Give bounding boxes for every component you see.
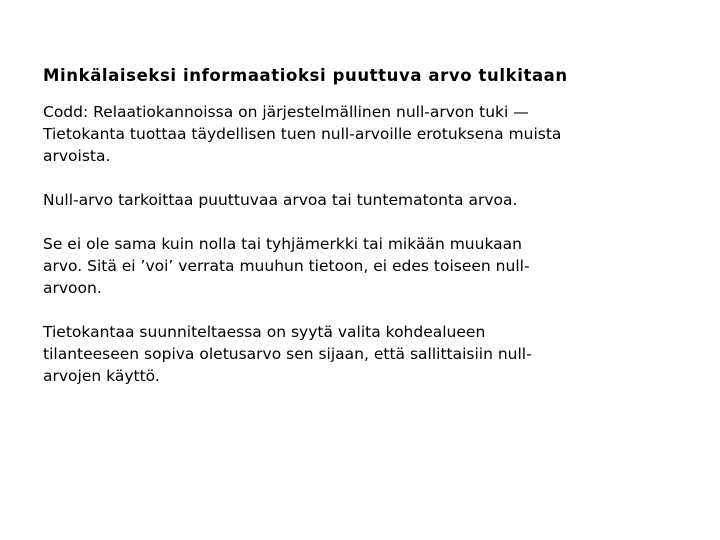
paragraph-line: Tietokantaa suunniteltaessa on syytä valita kohdealueen <box>43 323 486 341</box>
paragraph-line: arvoista. <box>43 147 111 165</box>
paragraph-line: arvoon. <box>43 279 102 297</box>
paragraph-null-definition <box>43 189 683 211</box>
paragraph-codd <box>43 101 683 167</box>
paragraph-line: Null-arvo tarkoittaa puuttuvaa arvoa tai tuntematonta arvoa. <box>43 191 518 209</box>
slide-content <box>43 64 683 409</box>
paragraph-line: tilanteeseen sopiva oletusarvo sen sijaan, että sallittaisiin null- <box>43 345 532 363</box>
slide-title: Minkälaiseksi informaatioksi puuttuva arvo tulkitaan <box>43 66 568 85</box>
paragraph-line: Codd: Relaatiokannoissa on järjestelmällinen null-arvon tuki — <box>43 103 529 121</box>
paragraph-default-value <box>43 321 683 387</box>
paragraph-line: arvo. Sitä ei ’voi’ verrata muuhun tietoon, ei edes toiseen null- <box>43 257 530 275</box>
paragraph-line: Se ei ole sama kuin nolla tai tyhjämerkki tai mikään muukaan <box>43 235 522 253</box>
paragraph-null-comparison <box>43 233 683 299</box>
paragraph-line: arvojen käyttö. <box>43 367 160 385</box>
paragraph-line: Tietokanta tuottaa täydellisen tuen null-arvoille erotuksena muista <box>43 125 562 143</box>
